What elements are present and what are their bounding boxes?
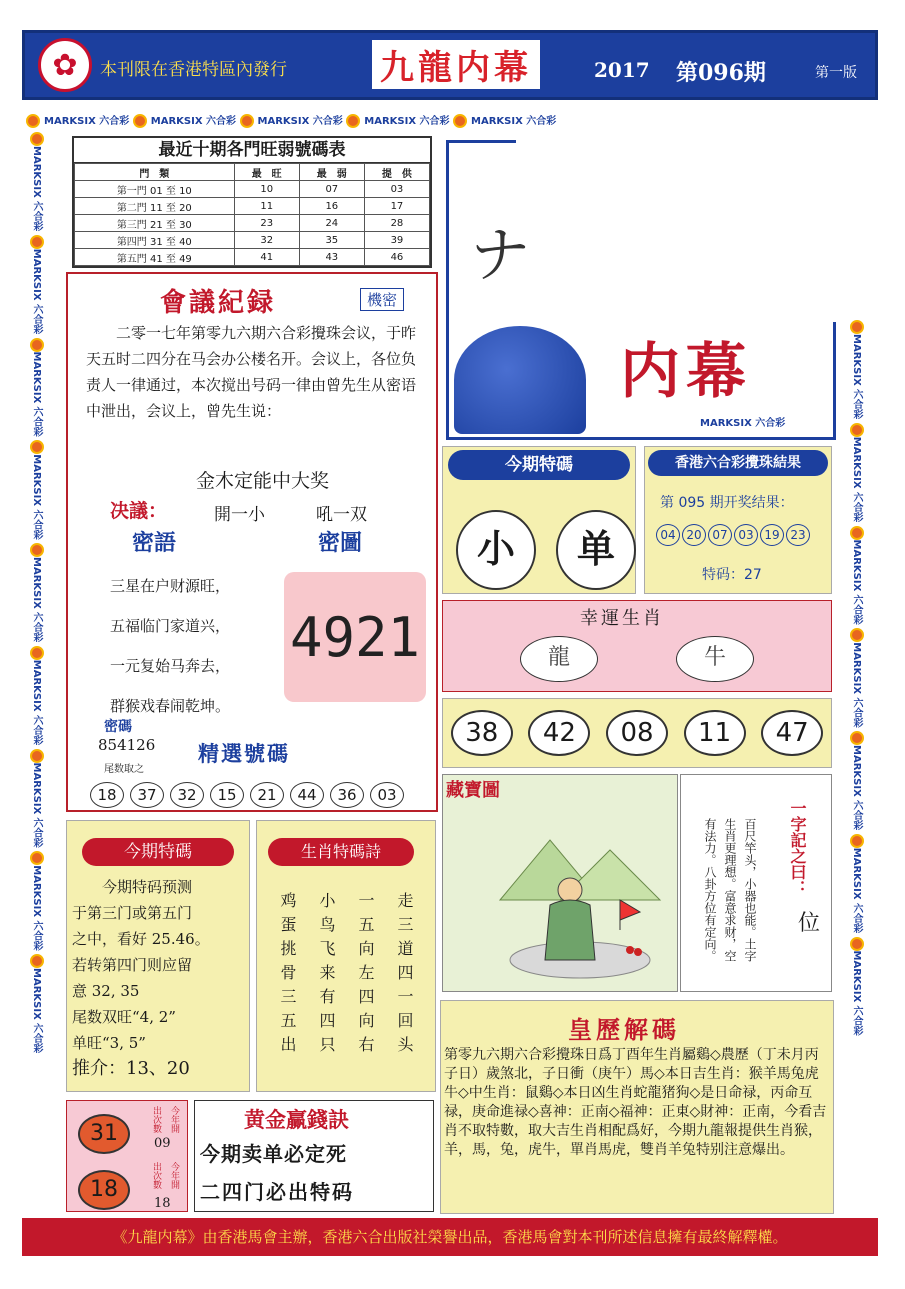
header-issue: 第096期 [676, 60, 766, 86]
prediction-line: 今期特码预测 [102, 878, 193, 896]
flower-icon [850, 834, 864, 848]
marksix-label: MARKSIX 六合彩 [31, 146, 42, 232]
table-row [75, 215, 430, 232]
marksix-label: MARKSIX 六合彩 [31, 454, 42, 540]
flower-icon [133, 114, 147, 128]
number-ball: 32 [170, 782, 204, 808]
flower-icon [850, 526, 864, 540]
meeting-body: 二零一七年第零九六期六合彩攪珠会议，于昨天五时二四分在马会办公楼名开。会议上，各位负责人一律通过，本次搅出号码一律由曾先生从密语中泄出，会议上，曾先生说： [86, 324, 417, 420]
number-ball: 08 [606, 710, 668, 756]
table-row [75, 181, 430, 198]
marksix-label: MARKSIX 六合彩 [851, 745, 862, 831]
number-ball: 36 [330, 782, 364, 808]
special-prediction-label: 今期特碼 [82, 838, 234, 866]
table-cell: 第二門 11 至 20 [75, 198, 235, 215]
brand-glyph: ナ [470, 221, 530, 291]
column-header: 門 類 [75, 164, 235, 181]
one-word-poem: 百尺竿头，小器也能。土字生肖更理想。富意求财，空有法力。八卦方位有定向。 [703, 818, 757, 962]
stats-title: 最近十期各門旺弱號碼表 [74, 138, 430, 163]
flower-icon [30, 646, 44, 660]
flower-icon [30, 440, 44, 454]
marksix-label: MARKSIX 六合彩 [257, 116, 343, 127]
one-word-char: 位 [798, 911, 821, 936]
gold-formula-line: 今期卖单必定死 [200, 1142, 347, 1166]
count-value: 09 [154, 1136, 171, 1151]
flower-icon [30, 132, 44, 146]
prediction-line: 若转第四门则应留 [72, 956, 193, 974]
marksix-label: MARKSIX 六合彩 [364, 116, 450, 127]
number-ball: 31 [78, 1114, 130, 1154]
number-ball: 18 [90, 782, 124, 808]
flower-icon [30, 543, 44, 557]
prediction-line: 于第三门或第五门 [72, 904, 193, 922]
meeting-slogan: 金木定能中大奖 [196, 470, 330, 492]
result-ball: 23 [786, 524, 810, 546]
results-label: 香港六合彩攪珠結果 [648, 450, 828, 476]
cipher-label: 密語 [132, 530, 177, 556]
poem-column: 走三道四一回头 [395, 892, 414, 1060]
number-ball: 11 [684, 710, 746, 756]
table-cell: 39 [364, 232, 429, 249]
cipher-poem [110, 566, 230, 726]
special-code-label: 今期特碼 [448, 450, 630, 480]
decision-label: 决議： [110, 500, 168, 522]
marksix-label: MARKSIX 六合彩 [31, 557, 42, 643]
marksix-label: MARKSIX 六合彩 [851, 642, 862, 728]
stats-grid [74, 163, 430, 266]
marksix-label: MARKSIX 六合彩 [851, 847, 862, 934]
zodiac-poem-label: 生肖特碼詩 [268, 838, 414, 866]
top-border-strip [26, 112, 557, 134]
marksix-label: MARKSIX 六合彩 [851, 950, 862, 1036]
publication-title: 九龍内幕 [372, 40, 540, 89]
marksix-label: MARKSIX 六合彩 [31, 762, 42, 848]
decision-b: 吼一双 [316, 505, 367, 525]
secret-tag: 機密 [360, 288, 404, 311]
poem-column: 鸡蛋挑骨三五出 [278, 892, 297, 1060]
poem-line: 群猴戏春闹乾坤。 [110, 697, 231, 715]
flower-icon [850, 320, 864, 334]
prediction-line: 单旺“3, 5” [72, 1034, 146, 1052]
table-cell: 43 [299, 249, 364, 266]
lucky-zodiac-label: 幸運生肖 [580, 608, 664, 629]
header-year: 2017 [594, 58, 650, 82]
table-cell: 07 [299, 181, 364, 198]
header-notice: 本刊限在香港特區內發行 [100, 60, 287, 80]
results-numbers [656, 524, 810, 546]
number-ball: 47 [761, 710, 823, 756]
table-cell: 第一門 01 至 10 [75, 181, 235, 198]
decision-a: 開一小 [214, 505, 265, 525]
marksix-label: MARKSIX 六合彩 [471, 116, 557, 127]
count-tag: 出次數 [151, 1162, 161, 1189]
year-tag: 今年開 [169, 1106, 179, 1133]
column-header: 最 弱 [299, 164, 364, 181]
marksix-label: MARKSIX 六合彩 [31, 351, 42, 437]
table-row [75, 198, 430, 215]
flower-icon [30, 338, 44, 352]
code-value: 854126 [98, 736, 156, 754]
table-cell: 28 [364, 215, 429, 232]
lottery-balls-image [454, 326, 586, 434]
marksix-label: MARKSIX 六合彩 [31, 865, 42, 951]
number-ball: 38 [451, 710, 513, 756]
poem-column: 一五向左四向右 [356, 892, 375, 1060]
table-cell: 第五門 41 至 49 [75, 249, 235, 266]
prediction-line: 之中，看好 25.46。 [72, 930, 210, 948]
column-header: 最 旺 [234, 164, 299, 181]
table-row [75, 249, 430, 266]
chart-label: 密圖 [318, 530, 363, 556]
header-edition: 第一版 [815, 65, 857, 81]
dragon-icon: 龍 [520, 636, 598, 682]
table-cell: 10 [234, 181, 299, 198]
one-word-title: 一字記之曰： [788, 800, 807, 896]
poem-column: 小鸟飞来有四只 [317, 892, 336, 1060]
marksix-label: MARKSIX 六合彩 [31, 968, 42, 1054]
number-ball: 03 [370, 782, 404, 808]
year-tag: 今年開 [169, 1162, 179, 1189]
marksix-label: MARKSIX 六合彩 [31, 248, 42, 335]
almanac-label: 皇歷解碼 [568, 1015, 680, 1044]
left-border-strip [26, 132, 48, 1212]
number-ball: 42 [528, 710, 590, 756]
prediction-line: 意 32, 35 [72, 982, 140, 1000]
footer-disclaimer: 《九龍内幕》由香港馬會主辦，香港六合出版社榮譽出品，香港馬會對本刊所述信息擁有最終解釋權。 [22, 1218, 878, 1256]
table-cell: 35 [299, 232, 364, 249]
poem-line: 一元复始马奔去， [110, 657, 231, 675]
special-code-value: 小 [456, 510, 536, 590]
code-note: 尾数取之 [104, 764, 144, 775]
table-cell: 16 [299, 198, 364, 215]
marksix-label: MARKSIX 六合彩 [851, 539, 862, 625]
column-header: 提 供 [364, 164, 429, 181]
flower-icon [240, 114, 254, 128]
special-code-value: 单 [556, 510, 636, 590]
table-cell: 41 [234, 249, 299, 266]
flower-icon [453, 114, 467, 128]
recommended-numbers [442, 698, 832, 768]
flower-icon [850, 628, 864, 642]
code-label: 密碼 [104, 719, 132, 735]
prediction-line: 推介：13、20 [72, 1058, 190, 1079]
marksix-label: MARKSIX 六合彩 [150, 116, 237, 127]
number-ball: 37 [130, 782, 164, 808]
number-ball: 21 [250, 782, 284, 808]
table-cell: 46 [364, 249, 429, 266]
result-ball: 04 [656, 524, 680, 546]
result-ball: 07 [708, 524, 732, 546]
result-ball: 03 [734, 524, 758, 546]
marksix-label: MARKSIX 六合彩 [851, 436, 862, 523]
brand-marksix: MARKSIX 六合彩 [700, 418, 786, 429]
marksix-label: MARKSIX 六合彩 [851, 334, 862, 420]
number-ball: 44 [290, 782, 324, 808]
flower-icon [30, 235, 44, 249]
special-prediction-text [72, 874, 248, 1082]
results-heading: 第 095 期开奖结果： [660, 495, 794, 511]
table-cell: 03 [364, 181, 429, 198]
zodiac-poem-columns [276, 892, 416, 1060]
ox-icon: 牛 [676, 636, 754, 682]
table-cell: 32 [234, 232, 299, 249]
secret-chart: 4921 [284, 572, 426, 702]
result-ball: 19 [760, 524, 784, 546]
flower-icon [30, 954, 44, 968]
flower-icon [850, 937, 864, 951]
table-cell: 24 [299, 215, 364, 232]
marksix-label: MARKSIX 六合彩 [44, 116, 130, 127]
table-cell: 第四門 31 至 40 [75, 232, 235, 249]
prediction-line: 尾数双旺“4, 2” [72, 1008, 176, 1026]
meeting-title: 會議紀録 [160, 288, 277, 318]
treasure-map-label: 藏寶圖 [446, 780, 500, 801]
flower-icon [850, 731, 864, 745]
result-ball: 20 [682, 524, 706, 546]
flower-icon [30, 851, 44, 865]
marksix-label: MARKSIX 六合彩 [31, 659, 42, 746]
almanac-text: 第零九六期六合彩攪珠日爲丁酉年生肖屬鷄◇農歷（丁未月丙子日）歲煞北，子日衝（庚午）馬◇本日吉生肖：猴羊馬兔虎牛◇中生肖：鼠鷄◇本日凶生肖蛇龍猪狗◇是日命禄，丙命互禄，庚命進禄◇喜神：正南◇福神：正東◇財神：正南，今看吉肖不取特數，取大吉生肖相配爲好，今期九龍報提供生肖猴，羊，馬，兔，虎牛，單肖馬虎，雙肖羊兔特别注意爆出。 [444, 1047, 827, 1158]
table-cell: 23 [234, 215, 299, 232]
brand-word: 内幕 [620, 337, 752, 407]
flower-icon [30, 749, 44, 763]
count-tag: 出次數 [151, 1106, 161, 1133]
results-special: 特码：27 [702, 567, 762, 583]
count-value: 18 [154, 1196, 171, 1211]
treasure-map-illustration [500, 820, 660, 980]
table-cell: 第三門 21 至 30 [75, 215, 235, 232]
flower-icon [346, 114, 360, 128]
table-cell: 11 [234, 198, 299, 215]
stats-table [72, 136, 432, 268]
poem-line: 五福临门家道兴， [110, 617, 231, 635]
number-ball: 18 [78, 1170, 130, 1210]
poem-line: 三星在户财源旺， [110, 577, 231, 595]
bauhinia-logo-icon: ✿ [38, 38, 92, 92]
gold-formula-line: 二四门必出特码 [200, 1180, 354, 1204]
number-ball: 15 [210, 782, 244, 808]
selected-numbers-label: 精選號碼 [198, 741, 290, 766]
right-border-strip [846, 320, 868, 1210]
flower-icon [26, 114, 40, 128]
selected-numbers [90, 782, 404, 808]
table-row [75, 232, 430, 249]
gold-formula-label: 黄金赢錢訣 [244, 1107, 349, 1132]
table-cell: 17 [364, 198, 429, 215]
flower-icon [850, 423, 864, 437]
